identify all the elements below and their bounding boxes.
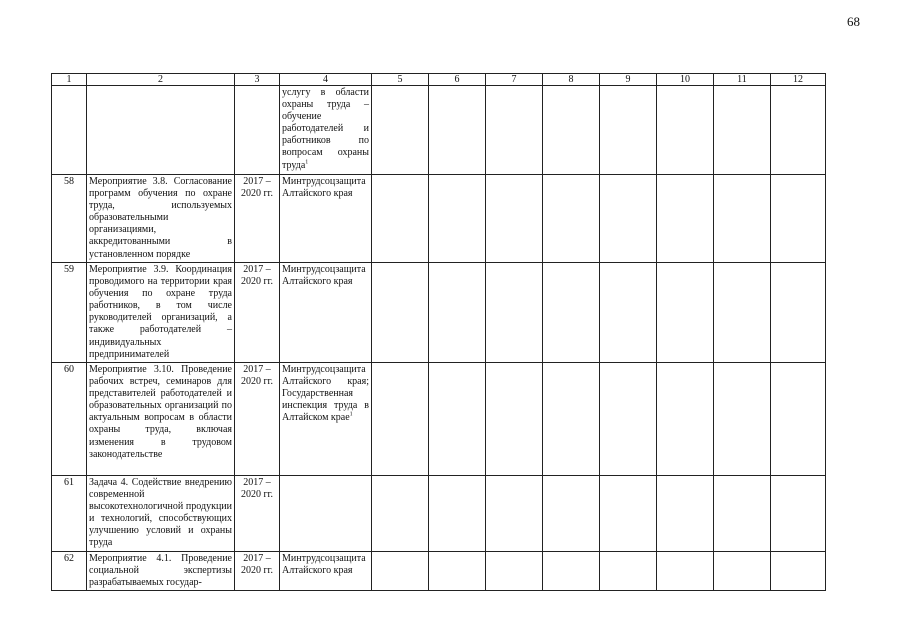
table-row (52, 86, 826, 175)
period: 2017 – 2020 гг. (235, 476, 280, 552)
empty-cell (486, 175, 543, 263)
executor (280, 263, 372, 363)
column-header: 11 (714, 74, 771, 86)
column-header: 5 (372, 74, 429, 86)
empty-cell (771, 175, 826, 263)
empty-cell (543, 86, 600, 175)
row-number: 58 (52, 175, 87, 263)
empty-cell (657, 175, 714, 263)
empty-cell (771, 363, 826, 476)
empty-cell (657, 551, 714, 590)
row-number: 62 (52, 551, 87, 590)
column-header: 4 (280, 74, 372, 86)
executor-text: Минтрудсоцзащита Алтайского края (282, 176, 366, 200)
executor (280, 363, 372, 476)
empty-cell (429, 86, 486, 175)
empty-cell (543, 263, 600, 363)
column-number-row (52, 74, 826, 86)
table-row (52, 363, 826, 476)
column-header: 2 (87, 74, 235, 86)
empty-cell (543, 551, 600, 590)
row-number: 59 (52, 263, 87, 363)
row-number (52, 86, 87, 175)
empty-cell (600, 551, 657, 590)
row-number: 60 (52, 363, 87, 476)
empty-cell (372, 86, 429, 175)
empty-cell (372, 551, 429, 590)
measure-text: Мероприятие 3.10. Проведение рабочих встреч, семинаров для представителей работодателей и образовательных организаций по актуальным вопросам в области охраны труда, включая изменения в трудовом законодательстве (87, 363, 235, 476)
empty-cell (543, 175, 600, 263)
period (235, 86, 280, 175)
column-header: 10 (657, 74, 714, 86)
measure-text: Мероприятие 4.1. Проведение социальной экспертизы разрабатываемых государ- (87, 551, 235, 590)
period: 2017 – 2020 гг. (235, 175, 280, 263)
empty-cell (486, 363, 543, 476)
empty-cell (600, 175, 657, 263)
measures-table (51, 73, 826, 591)
empty-cell (429, 363, 486, 476)
empty-cell (600, 363, 657, 476)
empty-cell (771, 86, 826, 175)
empty-cell (600, 86, 657, 175)
empty-cell (543, 476, 600, 552)
measure-text: Мероприятие 3.8. Согласование программ обучения по охране труда, используемых образовательными организациями, аккредитованными в установленном порядке (87, 175, 235, 263)
empty-cell (372, 263, 429, 363)
measure-text: Задача 4. Содействие внедрению современной высокотехнологичной продукции и технологий, способствующих улучшению условий и охраны труда (87, 476, 235, 552)
page-number: 68 (847, 14, 860, 29)
empty-cell (771, 476, 826, 552)
empty-cell (543, 363, 600, 476)
empty-cell (657, 86, 714, 175)
table-row (52, 551, 826, 590)
table-row (52, 476, 826, 552)
column-header: 1 (52, 74, 87, 86)
executor (280, 175, 372, 263)
table-row (52, 175, 826, 263)
period: 2017 – 2020 гг. (235, 263, 280, 363)
empty-cell (372, 175, 429, 263)
empty-cell (657, 263, 714, 363)
empty-cell (429, 476, 486, 552)
executor (280, 551, 372, 590)
column-header: 6 (429, 74, 486, 86)
measure-text: Мероприятие 3.9. Координация проводимого на территории края обучения по охране труда работников, в том числе руководителей организаций, а также работодателей – индивидуальных предпринимателей (87, 263, 235, 363)
empty-cell (714, 476, 771, 552)
empty-cell (486, 86, 543, 175)
period: 2017 – 2020 гг. (235, 551, 280, 590)
empty-cell (771, 263, 826, 363)
empty-cell (600, 263, 657, 363)
row-number: 61 (52, 476, 87, 552)
empty-cell (714, 263, 771, 363)
empty-cell (714, 175, 771, 263)
empty-cell (657, 363, 714, 476)
executor (280, 86, 372, 175)
column-header: 12 (771, 74, 826, 86)
executor-text: Минтрудсоцзащита Алтайского края (282, 264, 366, 288)
empty-cell (486, 263, 543, 363)
empty-cell (372, 476, 429, 552)
empty-cell (486, 476, 543, 552)
empty-cell (657, 476, 714, 552)
column-header: 9 (600, 74, 657, 86)
period: 2017 – 2020 гг. (235, 363, 280, 476)
executor (280, 476, 372, 552)
empty-cell (372, 363, 429, 476)
column-header: 7 (486, 74, 543, 86)
executor-text: Минтрудсоцзащита Алтайского края (282, 552, 366, 576)
executor-text: услугу в области охраны труда – обучение работодателей и работников по вопросам охраны труда (282, 87, 369, 171)
empty-cell (429, 175, 486, 263)
column-header: 8 (543, 74, 600, 86)
empty-cell (486, 551, 543, 590)
empty-cell (771, 551, 826, 590)
footnote-mark: 1 (349, 412, 353, 419)
footnote-mark: 1 (305, 159, 309, 166)
table-row (52, 263, 826, 363)
measure-text (87, 86, 235, 175)
executor-text: Минтрудсоцзащита Алтайского края; Государственная инспекция труда в Алтайском крае (282, 364, 369, 424)
empty-cell (429, 263, 486, 363)
empty-cell (714, 86, 771, 175)
empty-cell (714, 363, 771, 476)
empty-cell (429, 551, 486, 590)
empty-cell (600, 476, 657, 552)
column-header: 3 (235, 74, 280, 86)
empty-cell (714, 551, 771, 590)
